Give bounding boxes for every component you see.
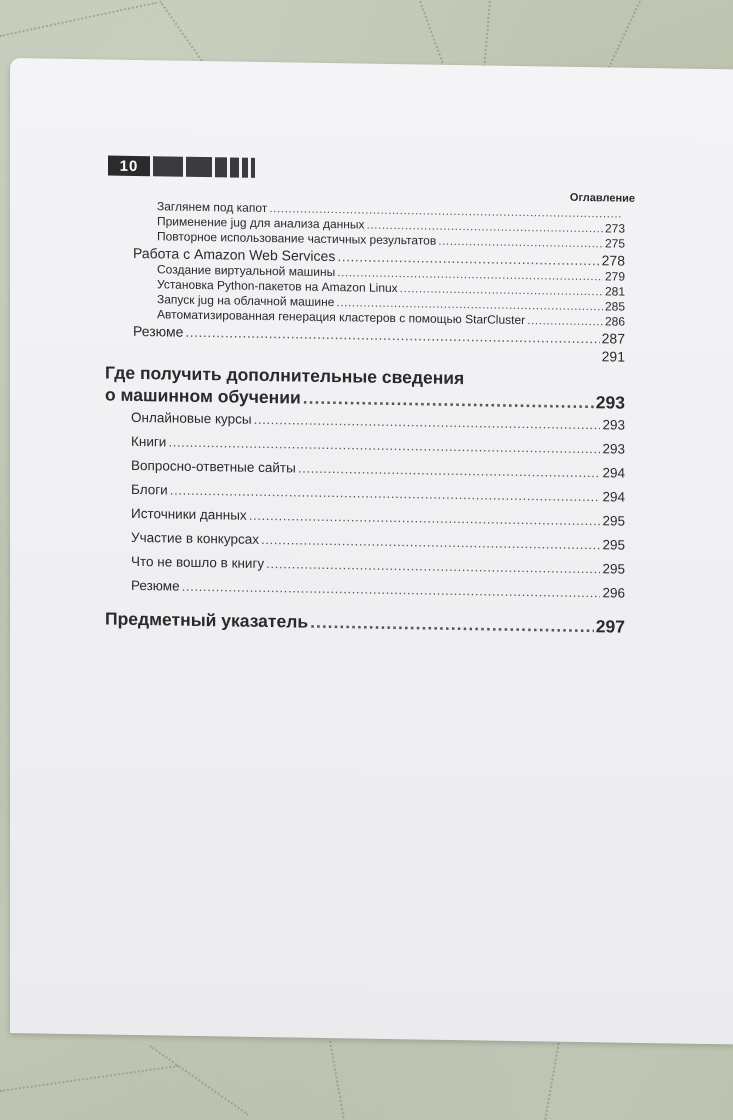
header-decor-block bbox=[251, 158, 255, 178]
toc-entry-page: 295 bbox=[602, 537, 625, 553]
toc-entry-title: Блоги bbox=[131, 481, 168, 498]
toc-content bbox=[105, 154, 635, 637]
toc-entry-page: 286 bbox=[604, 314, 625, 329]
chapter-title-line2: о машинном обучении bbox=[105, 384, 301, 408]
toc-entry-page: 275 bbox=[604, 236, 625, 251]
toc-entry-title: Автоматизированная генерация кластеров с помощью StarCluster bbox=[157, 307, 526, 328]
toc-entry-page: 278 bbox=[601, 252, 625, 269]
header-decor-block bbox=[153, 156, 183, 176]
toc-entry-title: Книги bbox=[131, 433, 167, 450]
index-chapter-page: 297 bbox=[595, 616, 625, 637]
toc-entry-title: Онлайновые курсы bbox=[131, 409, 252, 427]
toc-entry-page: 293 bbox=[602, 441, 625, 457]
fabric-stitch-line bbox=[329, 1041, 347, 1120]
toc-entry-page: 281 bbox=[604, 284, 625, 299]
toc-entry-title: Работа с Amazon Web Services bbox=[133, 244, 336, 265]
toc-entry-title: Запуск jug на облачной машине bbox=[157, 292, 335, 310]
toc-entry-title: Вопросно-ответные сайты bbox=[131, 457, 296, 476]
toc-entry-page: 273 bbox=[604, 221, 625, 236]
toc-entry-title: Участие в конкурсах bbox=[131, 529, 259, 547]
toc-entry-title: Источники данных bbox=[131, 505, 247, 523]
fabric-stitch-line bbox=[542, 1036, 561, 1120]
toc-entry-page: 279 bbox=[604, 269, 625, 284]
toc-entry-title: Применение jug для анализа данных bbox=[157, 214, 365, 232]
fabric-stitch-line bbox=[149, 1045, 248, 1115]
chapter-items-list bbox=[105, 405, 625, 605]
toc-entry-title: Что не вошло в книгу bbox=[131, 553, 265, 571]
leader-dots bbox=[527, 313, 603, 329]
toc-entry-page: 295 bbox=[602, 513, 625, 529]
header-decor-block bbox=[230, 157, 239, 177]
toc-entry-title: Создание виртуальной машины bbox=[157, 262, 336, 280]
toc-entry-page: 287 bbox=[601, 330, 625, 347]
index-chapter-title: Предметный указатель bbox=[105, 608, 309, 632]
toc-entry-title: Установка Python-пакетов на Amazon Linux bbox=[157, 277, 398, 296]
fabric-stitch-line bbox=[0, 1065, 178, 1092]
index-chapter-row bbox=[105, 607, 625, 637]
toc-entry-page: 285 bbox=[604, 299, 625, 314]
toc-entry-title: Резюме bbox=[133, 322, 184, 340]
toc-entry-page: 291 bbox=[601, 348, 625, 365]
toc-entry-page: 296 bbox=[602, 585, 625, 601]
leader-dots bbox=[310, 611, 594, 637]
chapter-page: 293 bbox=[595, 392, 625, 413]
book-page bbox=[10, 58, 733, 1044]
page-number: 10 bbox=[108, 156, 150, 177]
fabric-stitch-line bbox=[0, 2, 157, 37]
page-header-bar bbox=[108, 155, 625, 185]
header-decor-block bbox=[242, 158, 248, 178]
toc-entry-title: Заглянем под капот bbox=[157, 199, 268, 216]
header-decor-block bbox=[186, 157, 212, 177]
toc-top-list bbox=[105, 198, 625, 365]
section-title: Оглавление bbox=[569, 191, 635, 205]
chapter-title-line1: Где получить дополнительные сведения bbox=[105, 362, 465, 389]
fabric-stitch-line bbox=[419, 1, 445, 67]
toc-entry-title: Повторное использование частичных результатов bbox=[157, 229, 437, 248]
header-decor-block bbox=[215, 157, 227, 177]
toc-entry-page: 293 bbox=[602, 417, 625, 433]
toc-entry-page: 295 bbox=[602, 561, 625, 577]
toc-entry-page: 294 bbox=[602, 489, 625, 505]
toc-entry-title: Резюме bbox=[131, 577, 180, 594]
toc-entry-page: 294 bbox=[602, 465, 625, 481]
